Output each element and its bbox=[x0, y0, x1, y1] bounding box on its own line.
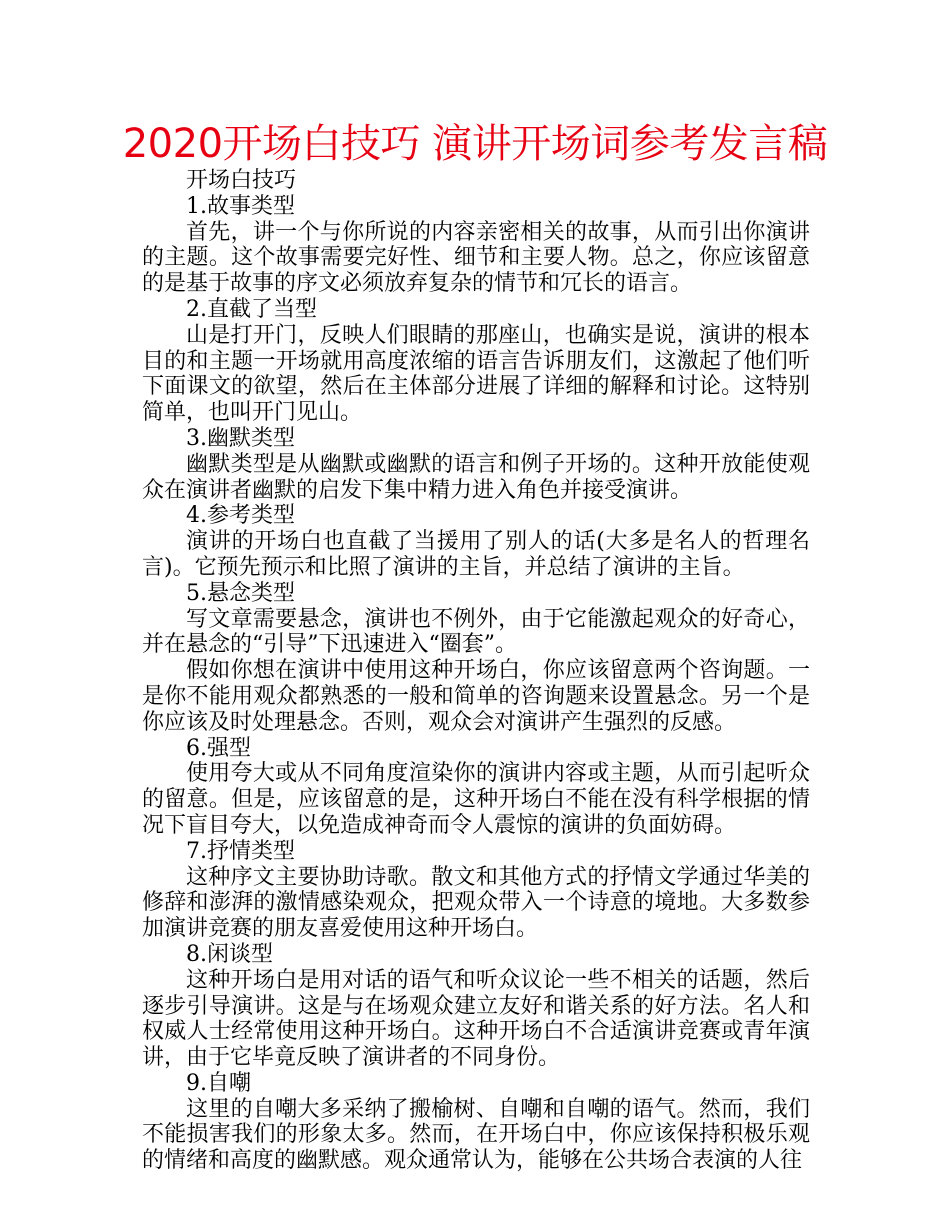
section-heading: 3.幽默类型 bbox=[186, 425, 295, 451]
section-heading: 4.参考类型 bbox=[186, 503, 295, 529]
paragraph: 首先，讲一个与你所说的内容亲密相关的故事，从而引出你演讲的主题。这个故事需要完好性、细节和主要人物。总之，你应该留意的是基于故事的序文必须放弃复杂的情节和冗长的语言。 bbox=[142, 219, 810, 297]
section-heading: 8.闲谈型 bbox=[186, 941, 273, 967]
paragraph: 演讲的开场白也直截了当援用了别人的话(大多是名人的哲理名言)。它预先预示和比照了演讲的主旨，并总结了演讲的主旨。 bbox=[142, 529, 810, 580]
paragraph: 这里的自嘲大多采纳了搬榆树、自嘲和自嘲的语气。然而，我们不能损害我们的形象太多。然而，在开场白中，你应该保持积极乐观的情绪和高度的幽默感。观众通常认为，能够在公共场合表演的人往 bbox=[142, 1096, 810, 1174]
document-body bbox=[142, 168, 810, 1174]
section-heading: 2.直截了当型 bbox=[186, 296, 317, 322]
section-heading: 6.强型 bbox=[186, 735, 251, 761]
paragraph: 山是打开门，反映人们眼睛的那座山，也确实是说，演讲的根本目的和主题一开场就用高度浓缩的语言告诉朋友们，这激起了他们听下面课文的欲望，然后在主体部分进展了详细的解释和讨论。这特别简单，也叫开门见山。 bbox=[142, 322, 810, 426]
paragraph: 写文章需要悬念，演讲也不例外，由于它能激起观众的好奇心，并在悬念的“引导”下迅速进入“圈套”。 bbox=[142, 606, 810, 658]
paragraph: 这种开场白是用对话的语气和听众议论一些不相关的话题，然后逐步引导演讲。这是与在场观众建立友好和谐关系的好方法。名人和权威人士经常使用这种开场白。这种开场白不合适演讲竞赛或青年演讲，由于它毕竟反映了演讲者的不同身份。 bbox=[142, 967, 810, 1071]
paragraph: 开场白技巧 bbox=[186, 168, 297, 193]
paragraph: 使用夸大或从不同角度渲染你的演讲内容或主题，从而引起听众的留意。但是，应该留意的是，这种开场白不能在没有科学根据的情况下盲目夸大，以免造成神奇而令人震惊的演讲的负面妨碍。 bbox=[142, 761, 810, 838]
paragraph: 这种序文主要协助诗歌。散文和其他方式的抒情文学通过华美的修辞和澎湃的激情感染观众，把观众带入一个诗意的境地。大多数参加演讲竞赛的朋友喜爱使用这种开场白。 bbox=[142, 864, 810, 942]
section-heading: 5.悬念类型 bbox=[186, 580, 295, 606]
paragraph: 幽默类型是从幽默或幽默的语言和例子开场的。这种开放能使观众在演讲者幽默的启发下集中精力进入角色并接受演讲。 bbox=[142, 451, 810, 503]
document-title: 2020开场白技巧 演讲开场词参考发言稿 bbox=[122, 121, 828, 167]
section-heading: 1.故事类型 bbox=[186, 193, 295, 219]
section-heading: 9.自嘲 bbox=[186, 1070, 251, 1096]
paragraph: 假如你想在演讲中使用这种开场白，你应该留意两个咨询题。一是你不能用观众都熟悉的一般和简单的咨询题来设置悬念。另一个是你应该及时处理悬念。否则，观众会对演讲产生强烈的反感。 bbox=[142, 658, 810, 735]
section-heading: 7.抒情类型 bbox=[186, 838, 295, 864]
